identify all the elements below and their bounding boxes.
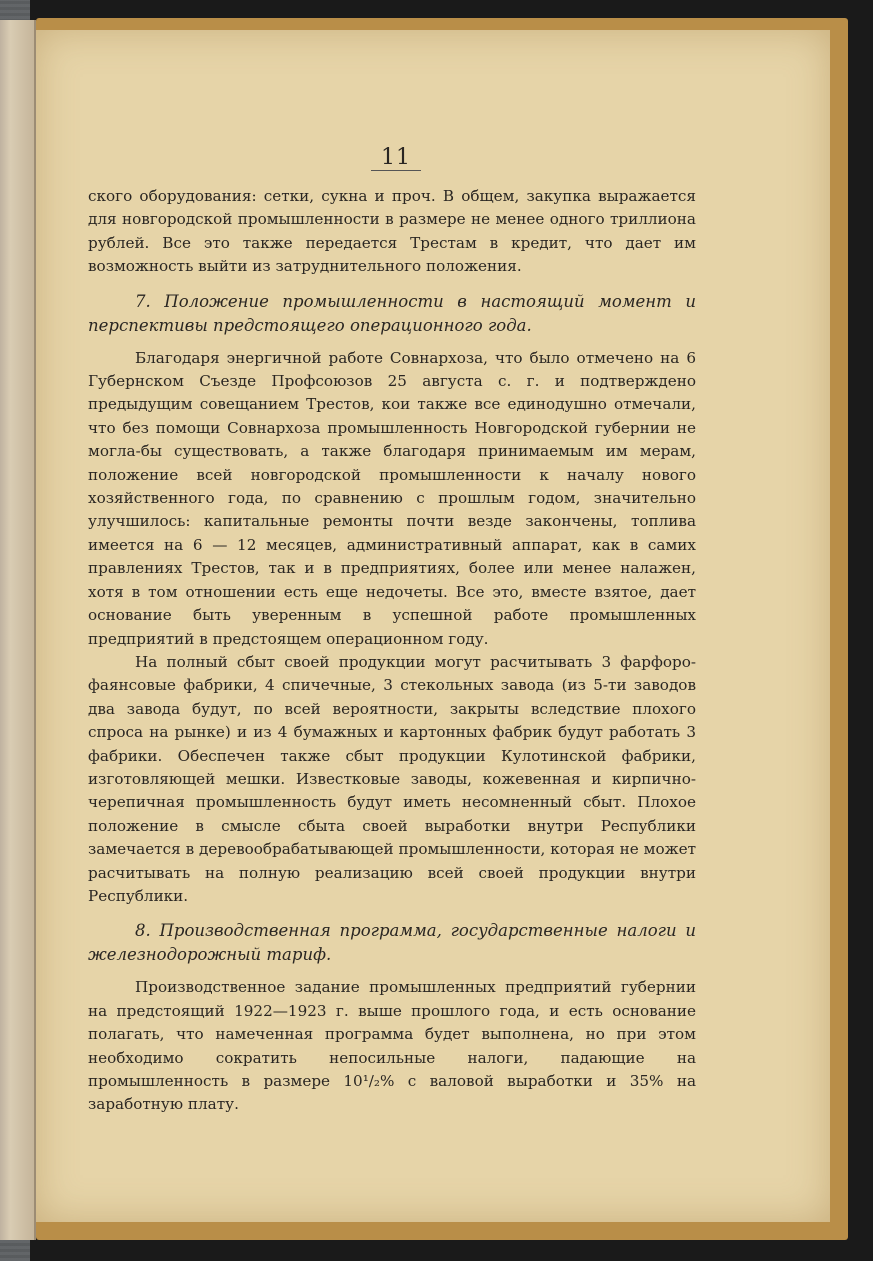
paragraph-industry-state: Благодаря энергичной работе Совнархоза, что было отмечено на 6 Губернском Съезде Профсоюзов 25 августа с. г. и подтверждено предыдущим совещанием Трестов, кои также все единодушно отмечали, что без помощи Совнархоза промышленность Новгородской губернии не могла-бы существовать, а также благодаря принимаемым им мерам, положение всей новгородской промышленности к началу нового хозяйственного года, по сравнению с прошлым годом, значительно улучшилось: капитальные ремонты почти везде закончены, топлива имеется на 6 — 12 месяцев, административный аппарат, как в самих правлениях Трестов, так и в предприятиях, более или менее налажен, хотя в том отношении есть еще недочеты. Все это, вместе взятое, дает основание быть уверенным в успешной работе промышленных предприятий в предстоящем операционном году. (88, 348, 696, 648)
page-body (88, 185, 696, 1117)
page-number: 11 (381, 145, 411, 170)
paragraph-continuation: ского оборудования: сетки, сукна и проч. В общем, закупка выражается для новгородской промышленности в размере не менее одного триллиона рублей. Все это также передается Трестам в кредит, что дает им возможность выйти из затруднительного положения. (88, 187, 696, 276)
document-page (36, 30, 830, 1222)
page-number-underline (371, 170, 421, 171)
section-heading-8: 8. Производственная программа, государственные налоги и железнодорожный тариф. (88, 921, 696, 965)
left-page-edge (0, 20, 36, 1240)
section-heading-7: 7. Положение промышленности в настоящий момент и перспективы предстоящего операционного года. (88, 291, 696, 335)
paragraph-production-program: Производственное задание промышленных предприятий губернии на предстоящий 1922—1923 г. выше прошлого года, и есть основание полагать, что намеченная программа будет выполнена, но при этом необходимо сократить непосильные налоги, падающие на промышленность в размере 10¹/₂% с валовой выработки и 35% на заработную плату. (88, 978, 696, 1114)
paragraph-sales: На полный сбыт своей продукции могут расчитывать 3 фарфоро-фаянсовые фабрики, 4 спичечные, 3 стекольных завода (из 5-ти заводов два завода будут, по всей вероятности, закрыты вследствие плохого спроса на рынке) и из 4 бумажных и картонных фабрик будут работать 3 фабрики. Обеспечен также сбыт продукции Кулотинской фабрики, изготовляющей мешки. Известковые заводы, кожевенная и кирпично-черепичная промышленность будут иметь несомненный сбыт. Плохое положение в смысле сбыта своей выработки внутри Республики замечается в деревообрабатывающей промышленности, которая не может расчитывать на полную реализацию всей своей продукции внутри Республики. (88, 652, 696, 905)
